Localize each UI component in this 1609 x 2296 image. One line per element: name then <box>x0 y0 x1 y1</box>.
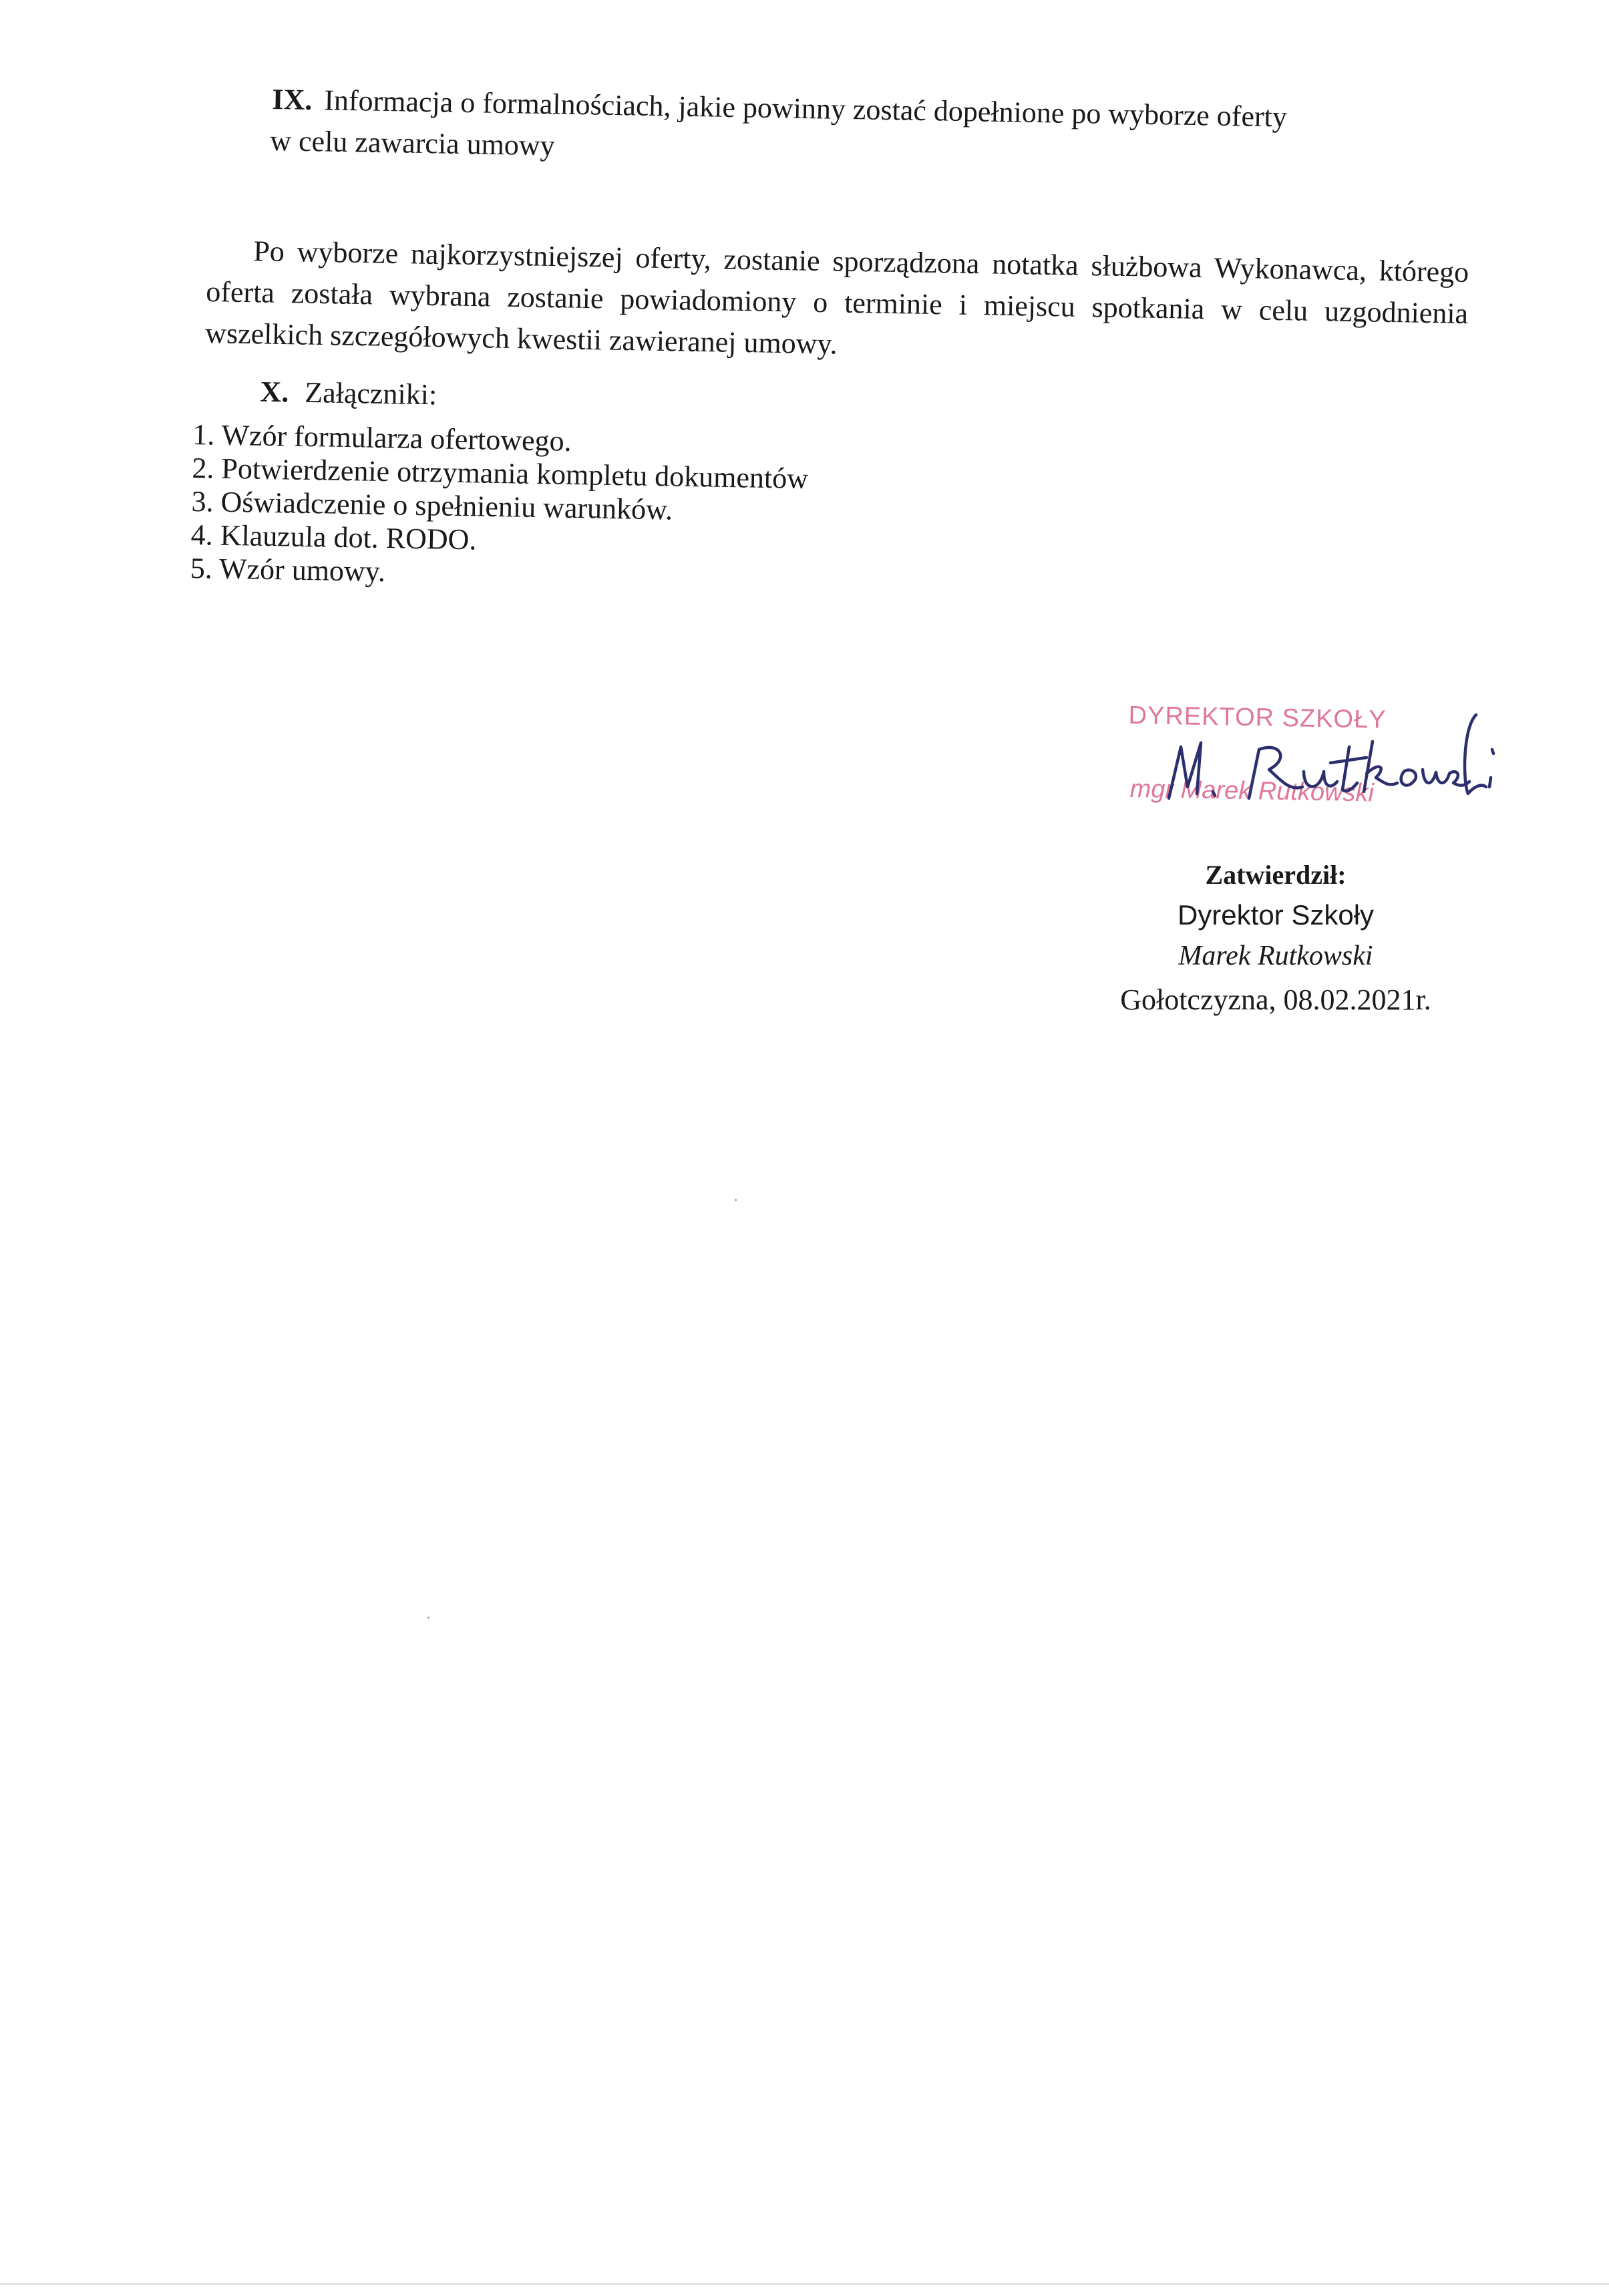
scan-speck <box>735 1199 737 1201</box>
attachment-item: 2. Potwierdzenie otrzymania kompletu dokumentów <box>192 451 809 496</box>
approval-block <box>1042 855 1509 1023</box>
attachment-item: 5. Wzór umowy. <box>190 551 386 589</box>
stamp-name: mgr Marek Rutkowski <box>1129 775 1375 808</box>
section-x-heading <box>260 375 1062 423</box>
section-ix-heading <box>271 79 1475 182</box>
section-ix-number: IX. <box>272 82 313 117</box>
section-x-number: X. <box>260 375 289 409</box>
scan-speck <box>427 1617 429 1619</box>
section-ix-title-line1: Informacja o formalnościach, jakie powinny zostać dopełnione po wyborze oferty <box>323 84 1288 134</box>
scan-edge-line <box>0 2283 1609 2285</box>
stamp-title: DYREKTOR SZKOŁY <box>1128 701 1387 734</box>
attachments-section <box>190 374 1061 601</box>
section-x-title: Załączniki: <box>304 375 437 412</box>
attachment-item: 1. Wzór formularza ofertowego. <box>192 418 572 458</box>
attachment-item: 4. Klauzula dot. RODO. <box>190 518 477 556</box>
approver-title: Dyrektor Szkoły <box>1177 899 1375 931</box>
handwritten-signature <box>1149 708 1496 822</box>
attachments-list <box>190 418 1061 601</box>
approver-name: Marek Rutkowski <box>1178 941 1373 971</box>
formalities-paragraph: Po wyborze najkorzystniejszej oferty, zostanie sporządzona notatka służbowa Wykonawca, którego oferta została wybrana zostanie powiadomiony o terminie i miejscu spotkania w celu uzgodnienia wszelkich szczegółowych kwestii zawieranej umowy. <box>204 234 1469 361</box>
approved-by-label: Zatwierdził: <box>1205 860 1347 890</box>
attachment-item: 3. Oświadczenie o spełnieniu warunków. <box>191 484 673 526</box>
section-ix-title-line2: w celu zawarcia umowy <box>269 124 556 162</box>
place-and-date: Gołotczyzna, 08.02.2021r. <box>1120 983 1431 1016</box>
